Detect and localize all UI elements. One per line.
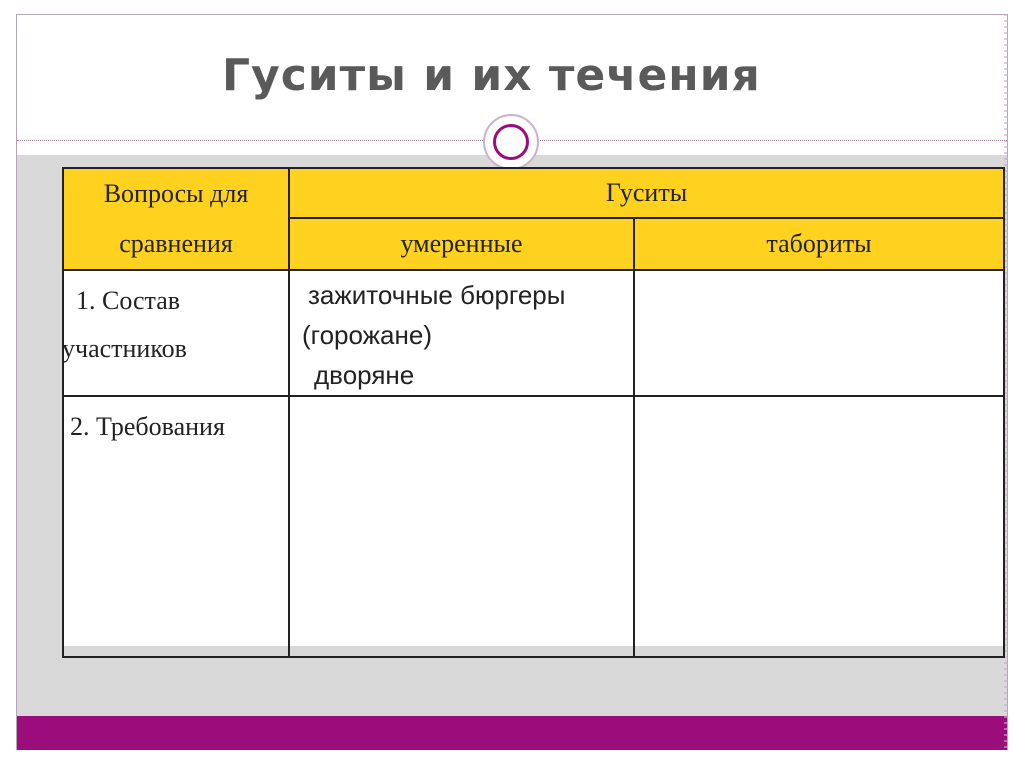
footer-bar [17,716,1007,750]
slide-title: Гуситы и их течения [222,50,761,101]
cell-line: дворяне [314,360,415,390]
row-label-participants [63,270,289,396]
cell-line: (горожане) [302,320,432,350]
cell-taborites-demands [634,396,1004,657]
comparison-table [62,167,1003,646]
cell-line: зажиточные бюргеры [308,280,566,310]
header-hussites: Гуситы [289,168,1004,218]
row-label-demands [63,396,289,657]
cell-taborites-participants [634,270,1004,396]
header-questions-line1: Вопросы для [103,179,249,208]
row-label-line2: участников [62,334,187,363]
header-moderate: умеренные [289,218,634,270]
header-questions-line2: сравнения [119,229,233,258]
header-questions-cell [63,168,289,270]
cell-moderate-demands [289,396,634,657]
ornament-ring [493,124,529,160]
circle-ornament-icon [483,114,539,170]
row-label-line1: 2. Требования [70,412,225,441]
row-label-line1: 1. Состав [76,286,181,315]
header-taborites: табориты [634,218,1004,270]
cell-moderate-participants [289,270,634,396]
